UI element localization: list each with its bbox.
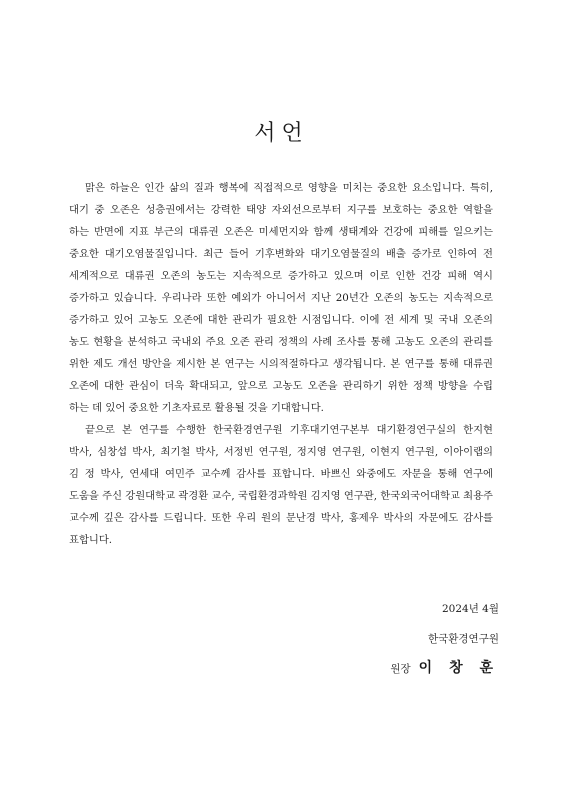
text-line: 김 정 박사, 연세대 여민주 교수께 감사를 표합니다. 바쁘신 와중에도 자문을 통해 연구에 xyxy=(69,468,493,480)
preface-body xyxy=(69,177,493,551)
paragraph-1 xyxy=(69,177,493,419)
text-line: 박사, 심창섭 박사, 최기철 박사, 서정빈 연구원, 정지영 연구원, 이현지 연구원, 이아이랩의 xyxy=(69,446,493,458)
signature-president xyxy=(390,657,499,677)
text-line: 하는 반면에 지표 부근의 대류권 오존은 미세먼지와 함께 생태계와 건강에 피해를 일으키는 xyxy=(69,226,493,238)
text-line: 맑은 하늘은 인간 삶의 질과 행복에 직접적으로 영향을 미치는 중요한 요소입니다. 특히, xyxy=(85,182,493,194)
text-line: 증가하고 있습니다. 우리나라 또한 예외가 아니어서 지난 20년간 오존의 농도는 지속적으로 xyxy=(69,292,493,304)
signature-date: 2024년 4월 xyxy=(441,603,499,615)
signature-organization: 한국환경연구원 xyxy=(427,633,499,645)
text-line: 끝으로 본 연구를 수행한 한국환경연구원 기후대기연구본부 대기환경연구실의 한지현 xyxy=(85,424,493,436)
signature-name: 이 창 훈 xyxy=(418,660,499,676)
text-line: 대기 중 오존은 성층권에서는 강력한 태양 자외선으로부터 지구를 보호하는 중요한 역할을 xyxy=(69,204,493,216)
text-line: 세계적으로 대류권 오존의 농도는 지속적으로 증가하고 있으며 이로 인한 건강 피해 역시 xyxy=(69,270,493,282)
text-line: 증가하고 있어 고농도 오존에 대한 관리가 필요한 시점입니다. 이에 전 세계 및 국내 오존의 xyxy=(69,314,493,326)
signature-role: 원장 xyxy=(390,663,411,675)
paragraph-2 xyxy=(69,419,493,551)
text-line: 농도 현황을 분석하고 국내외 주요 오존 관리 정책의 사례 조사를 통해 고농도 오존의 관리를 xyxy=(69,336,493,348)
text-line: 중요한 대기오염물질입니다. 최근 들어 기후변화와 대기오염물질의 배출 증가로 인하여 전 xyxy=(69,248,493,260)
text-line: 교수께 깊은 감사를 드립니다. 또한 우리 원의 문난경 박사, 홍제우 박사의 자문에도 감사를 xyxy=(69,512,493,524)
text-line: 위한 제도 개선 방안을 제시한 본 연구는 시의적절하다고 생각됩니다. 본 연구를 통해 대류권 xyxy=(69,358,493,370)
text-line: 오존에 대한 관심이 더욱 확대되고, 앞으로 고농도 오존을 관리하기 위한 정책 방향을 수립 xyxy=(69,380,493,392)
page-title: 서언 xyxy=(254,121,309,146)
text-line: 하는 데 있어 중요한 기초자료로 활용될 것을 기대합니다. xyxy=(69,402,324,414)
text-line: 표합니다. xyxy=(69,534,113,546)
text-line: 도움을 주신 강원대학교 곽경환 교수, 국립환경과학원 김지영 연구관, 한국외국어대학교 최용주 xyxy=(69,490,493,502)
